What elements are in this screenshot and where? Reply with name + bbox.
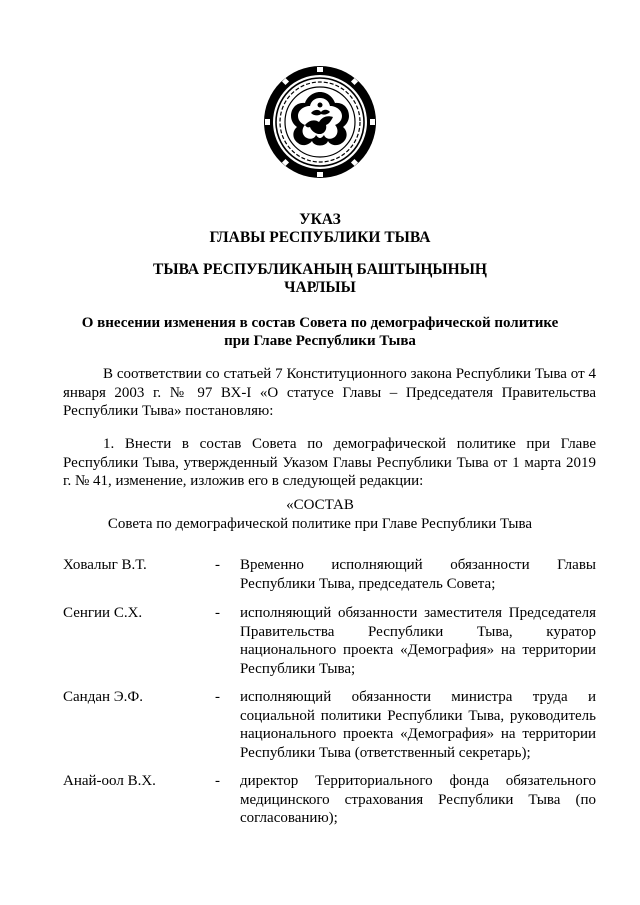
member-dash: - xyxy=(215,773,220,789)
preamble-paragraph: В соответствии со статьей 7 Конституционного закона Республики Тыва от 4 января 2003 г. № 97 ВХ-I «О статусе Главы – Председателя Правительства Республики Тыва» постановляю: xyxy=(63,366,596,419)
decree-subject-line: О внесении изменения в состав Совета по демографической политике xyxy=(81,315,559,331)
member-dash: - xyxy=(215,605,220,621)
member-role: исполняющий обязанности министра труда и социальной политики Республики Тыва, руководитель национального проекта «Демография» на территории Республики Тыва (ответственный секретарь); xyxy=(240,689,596,761)
composition-title xyxy=(0,496,640,533)
decree-title xyxy=(0,211,640,247)
decree-title-line: УКАЗ xyxy=(299,211,341,228)
composition-title-line: Совета по демографической политике при Главе Республики Тыва xyxy=(107,515,533,532)
decree-title-tuvan xyxy=(0,261,640,297)
member-dash: - xyxy=(215,557,220,573)
decree-subject-line: при Главе Республики Тыва xyxy=(224,333,416,349)
member-role: директор Территориального фонда обязательного медицинского страхования Республики Тыва (по согласованию); xyxy=(240,773,596,826)
tuvan-title-line: ТЫВА РЕСПУБЛИКАНЫҢ БАШТЫҢЫНЫҢ xyxy=(153,261,487,278)
tuvan-title-line: ЧАРЛЫЫ xyxy=(284,279,356,296)
member-name: Сандан Э.Ф. xyxy=(63,689,144,705)
member-role: Временно исполняющий обязанности Главы Республики Тыва, председатель Совета; xyxy=(240,557,596,592)
member-name: Анай-оол В.Х. xyxy=(63,773,156,789)
composition-title-line: «СОСТАВ xyxy=(286,497,354,513)
decree-authority-line: ГЛАВЫ РЕСПУБЛИКИ ТЫВА xyxy=(209,229,431,246)
member-role: исполняющий обязанности заместителя Председателя Правительства Республики Тыва, куратор национального проекта «Демография» на территории Республики Тыва; xyxy=(240,605,596,677)
member-name: Сенгии С.Х. xyxy=(63,605,143,621)
tuva-coat-of-arms-icon xyxy=(263,65,377,179)
member-dash: - xyxy=(215,689,220,705)
decree-subject xyxy=(0,314,640,350)
clause-1-paragraph: 1. Внести в состав Совета по демографической политике при Главе Республики Тыва, утвержденный Указом Главы Республики Тыва от 1 марта 2019 г. № 41, изменение, изложив его в следующей редакции: xyxy=(63,436,596,489)
member-name: Ховалыг В.Т. xyxy=(63,557,147,573)
